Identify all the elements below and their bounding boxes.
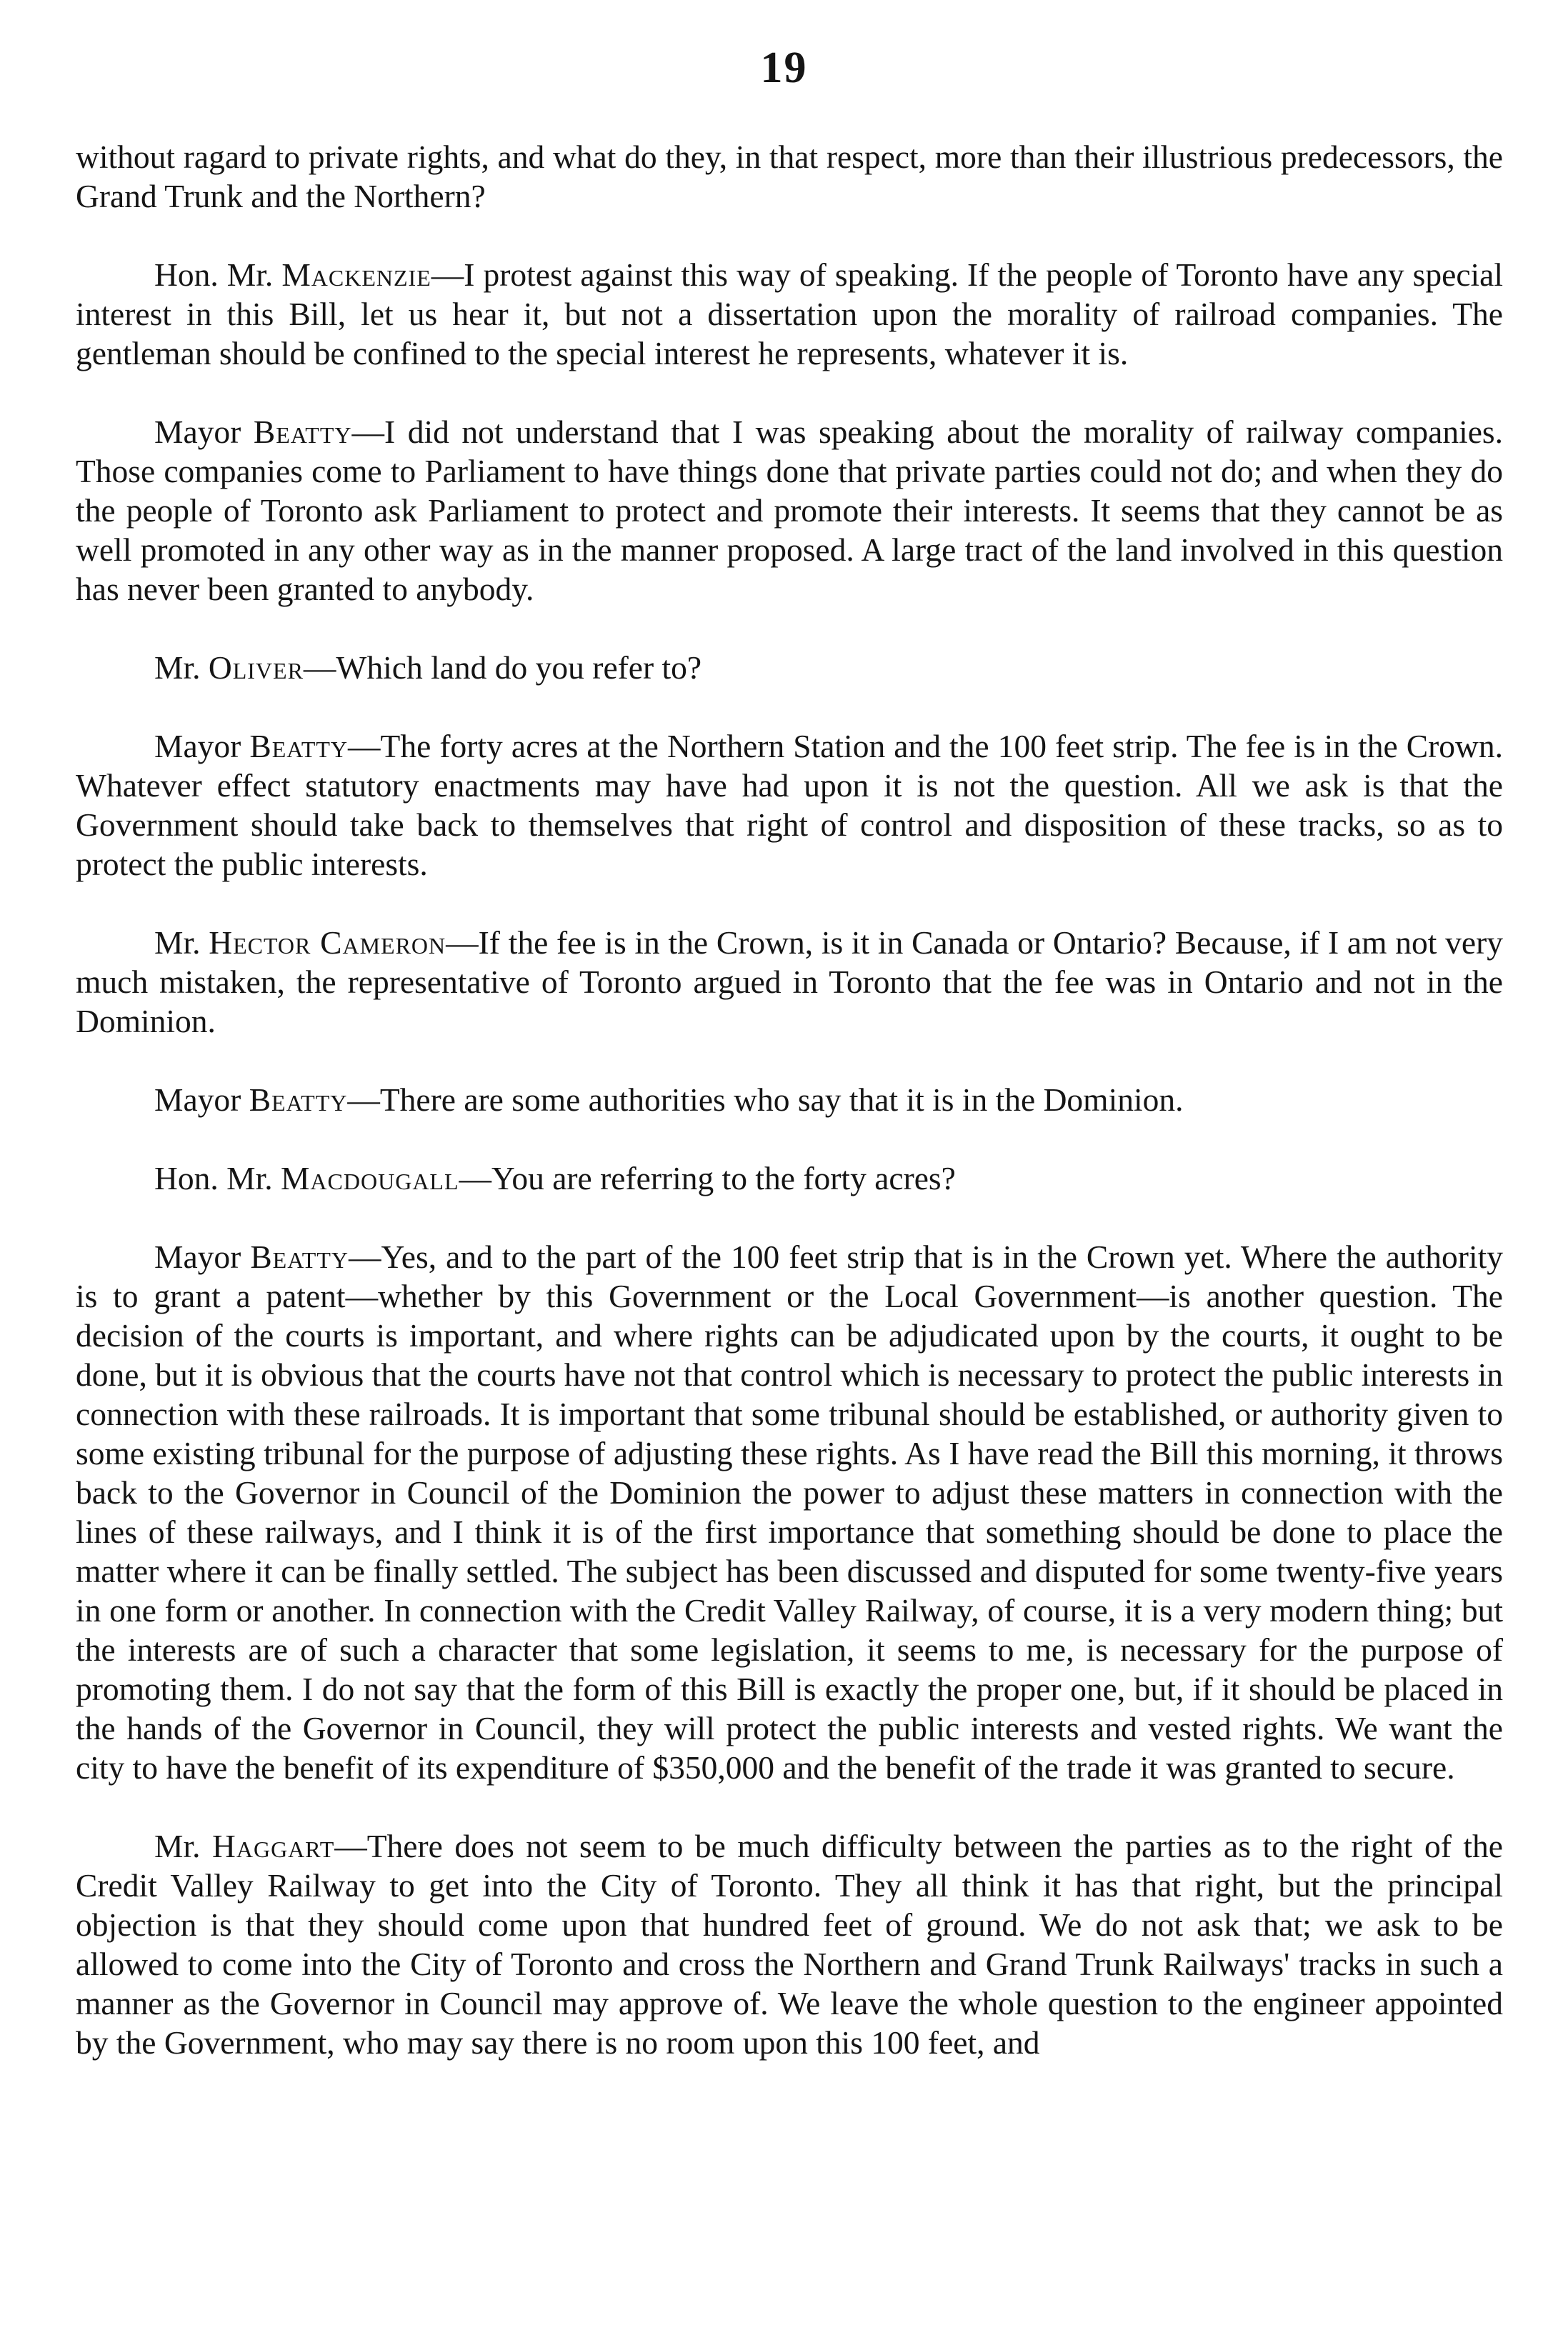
speaker-name: Mackenzie (281, 256, 431, 293)
speaker-prefix: Mayor (154, 1239, 251, 1275)
speaker-name: Macdougall (280, 1160, 459, 1196)
speaker-name: Beatty (249, 1081, 348, 1118)
paragraph-text: —Yes, and to the part of the 100 feet strip that is in the Crown yet. Where the authority is to grant a patent—whether by this Government or the Local Government—is another question. The decision of the courts is important, and where rights can be adjudicated upon by the courts, it ought to be done, but it is obvious that the courts have not that control which is necessary to protect the public interests in connection with these railroads. It is important that some tribunal should be established, or authority given to some existing tribunal for the purpose of adjusting these rights. As I have read the Bill this morning, it throws back to the Governor in Council of the Dominion the power to adjust these matters in connection with the lines of these railways, and I think it is of the first importance that something should be done to place the matter where it can be finally settled. The subject has been discussed and disputed for some twenty-five years in one form or another. In connection with the Credit Valley Railway, of course, it is a very modern thing; but the interests are of such a character that some legislation, it seems to me, is necessary for the purpose of promoting them. I do not say that the form of this Bill is exactly the proper one, but, if it should be placed in the hands of the Governor in Council, they will protect the public interests and vested rights. We want the city to have the benefit of its expenditure of $350,000 and the benefit of the trade it was granted to secure. (76, 1239, 1503, 1786)
speaker-name: Beatty (250, 1239, 349, 1275)
paragraph-beatty-1 (76, 412, 1503, 609)
speaker-prefix: Mayor (154, 1081, 249, 1118)
speaker-name: Beatty (253, 414, 352, 450)
speaker-prefix: Hon. Mr. (154, 1160, 281, 1196)
page-number: 19 (760, 44, 808, 92)
paragraph-text: —I did not understand that I was speaking about the morality of railway companies. Those companies come to Parliament to have things done that private parties could not do; and when they do the people of Toronto ask Parliament to protect and promote their interests. It seems that they cannot be as well promoted in any other way as in the manner proposed. A large tract of the land involved in this question has never been granted to anybody. (76, 414, 1503, 607)
speaker-prefix: Mr. (154, 649, 209, 686)
paragraph-beatty-4 (76, 1237, 1503, 1787)
paragraph-text: —I protest against this way of speaking. If the people of Toronto have any special interest in this Bill, let us hear it, but not a dissertation upon the morality of railroad companies. The gentleman should be confined to the special interest he represents, whatever it is. (76, 256, 1503, 371)
paragraph-text: —There are some authorities who say that it is in the Dominion. (347, 1081, 1184, 1118)
speaker-name: Hector Cameron (209, 924, 446, 961)
paragraph-text: without ragard to private rights, and what do they, in that respect, more than their illustrious predecessors, the Grand Trunk and the Northern? (76, 139, 1503, 214)
paragraph-text: —If the fee is in the Crown, is it in Canada or Ontario? Because, if I am not very much mistaken, the representative of Toronto argued in Toronto that the fee was in Ontario and not in the Dominion. (76, 924, 1503, 1039)
paragraph-text: —There does not seem to be much difficulty between the parties as to the right of the Credit Valley Railway to get into the City of Toronto. They all think it has that right, but the principal objection is that they should come upon that hundred feet of ground. We do not ask that; we ask to be allowed to come into the City of Toronto and cross the Northern and Grand Trunk Railways' tracks in such a manner as the Governor in Council may approve of. We leave the whole question to the engineer appointed by the Government, who may say there is no room upon this 100 feet, and (76, 1828, 1503, 2061)
speaker-prefix: Hon. Mr. (154, 256, 282, 293)
text-column (76, 137, 1503, 2062)
speaker-name: Beatty (249, 728, 349, 764)
speaker-prefix: Mayor (154, 414, 254, 450)
paragraph-beatty-2 (76, 726, 1503, 884)
paragraph-text: —The forty acres at the Northern Station and the 100 feet strip. The fee is in the Crown. Whatever effect statutory enactments may have had upon it is not the question. All we ask is that the Government should take back to themselves that right of control and disposition of these tracks, so as to protect the public interests. (76, 728, 1503, 882)
paragraph-continuation (76, 137, 1503, 216)
paragraph-text: —Which land do you refer to? (303, 649, 702, 686)
speaker-prefix: Mayor (154, 728, 250, 764)
paragraph-oliver (76, 648, 1503, 687)
paragraph-beatty-3 (76, 1080, 1503, 1119)
speaker-name: Haggart (212, 1828, 335, 1864)
paragraph-macdougall (76, 1159, 1503, 1198)
paragraph-haggart (76, 1826, 1503, 2062)
paragraph-mackenzie (76, 255, 1503, 373)
paragraph-text: —You are referring to the forty acres? (459, 1160, 956, 1196)
paragraph-cameron (76, 923, 1503, 1041)
speaker-name: Oliver (208, 649, 304, 686)
speaker-prefix: Mr. (154, 924, 209, 961)
speaker-prefix: Mr. (154, 1828, 212, 1864)
